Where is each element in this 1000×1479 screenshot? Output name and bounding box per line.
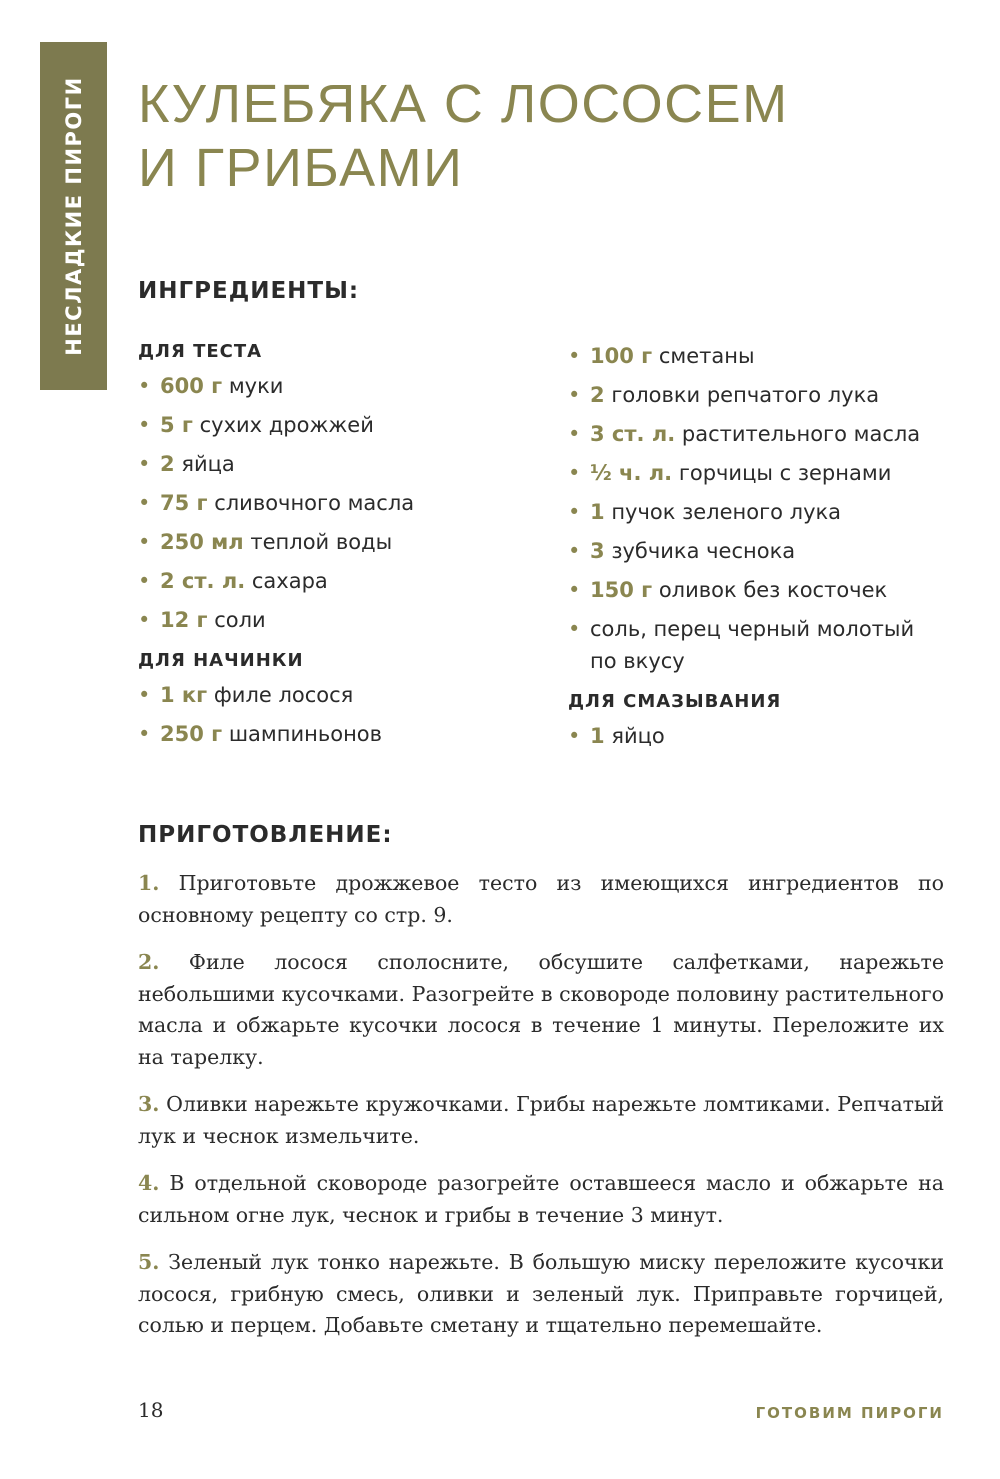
ingredient-name: горчицы с зернами — [678, 461, 892, 485]
step-text: Оливки нарежьте кружочками. Грибы нарежьте ломтиками. Репчатый лук и чеснок измельчите. — [138, 1092, 944, 1148]
list-item — [568, 535, 938, 567]
step-4 — [138, 1168, 944, 1231]
list-item — [138, 409, 538, 441]
ingredient-amount: 250 мл — [160, 530, 244, 554]
list-item — [138, 718, 538, 750]
filling-list-right — [568, 340, 938, 677]
ingredient-amount: 75 г — [160, 491, 208, 515]
step-text: Приготовьте дрожжевое тесто из имеющихся ингредиентов по основному рецепту со стр. 9. — [138, 871, 944, 927]
ingredient-name: соли — [214, 608, 266, 632]
ingredient-name: пучок зеленого лука — [611, 500, 842, 524]
ingredient-name: яйца — [181, 452, 235, 476]
glaze-heading: ДЛЯ СМАЗЫВАНИЯ — [568, 691, 782, 712]
step-number: 1. — [138, 871, 160, 895]
section-tab — [40, 42, 107, 390]
ingredient-amount: 100 г — [590, 344, 653, 368]
step-3 — [138, 1089, 944, 1152]
ingredient-amount: 250 г — [160, 722, 223, 746]
ingredient-name: растительного масла — [681, 422, 921, 446]
recipe-title-line-1: КУЛЕБЯКА С ЛОСОСЕМ — [138, 74, 789, 134]
step-text: Зеленый лук тонко нарежьте. В большую миску переложите кусочки лосося, грибную смесь, оливки и зеленый лук. Приправьте горчицей, солью и перцем. Добавьте сметану и тщательно перемешайте. — [138, 1250, 944, 1337]
ingredient-amount: 2 ст. л. — [160, 569, 246, 593]
ingredient-name: сухих дрожжей — [199, 413, 374, 437]
ingredient-amount: 2 — [590, 383, 605, 407]
ingredient-name: сметаны — [658, 344, 755, 368]
glaze-list — [568, 720, 938, 752]
page-number: 18 — [138, 1398, 164, 1422]
ingredient-name: соль, перец черный молотый по вкусу — [590, 617, 915, 673]
step-2 — [138, 947, 944, 1073]
ingredient-amount: 5 г — [160, 413, 193, 437]
ingredient-name: яйцо — [611, 724, 665, 748]
step-text: Филе лосося сполосните, обсушите салфетками, нарежьте небольшими кусочками. Разогрейте в сковороде половину растительного масла и обжарьте кусочки лосося в течение 1 минуты. Переложите их на тарелку. — [138, 950, 944, 1069]
ingredient-amount: 2 — [160, 452, 175, 476]
ingredient-name: головки репчатого лука — [611, 383, 880, 407]
ingredients-heading: ИНГРЕДИЕНТЫ: — [138, 278, 360, 304]
ingredient-name: сливочного масла — [214, 491, 415, 515]
list-item — [568, 418, 938, 450]
ingredient-name: оливок без косточек — [658, 578, 888, 602]
method-heading: ПРИГОТОВЛЕНИЕ: — [138, 822, 393, 848]
list-item — [138, 526, 538, 558]
list-item — [568, 720, 938, 752]
dough-heading: ДЛЯ ТЕСТА — [138, 341, 263, 362]
ingredient-name: филе лосося — [213, 683, 354, 707]
ingredient-name: муки — [228, 374, 284, 398]
step-number: 3. — [138, 1092, 160, 1116]
ingredient-amount: 1 — [590, 724, 605, 748]
method-steps — [138, 868, 944, 1358]
ingredient-amount: 1 — [590, 500, 605, 524]
ingredient-amount: 3 ст. л. — [590, 422, 676, 446]
step-number: 5. — [138, 1250, 160, 1274]
recipe-title-line-2: И ГРИБАМИ — [138, 138, 464, 198]
running-footer: ГОТОВИМ ПИРОГИ — [755, 1404, 944, 1422]
list-item — [138, 448, 538, 480]
list-item — [138, 487, 538, 519]
ingredient-amount: 12 г — [160, 608, 208, 632]
list-item — [138, 679, 538, 711]
step-text: В отдельной сковороде разогрейте оставшееся масло и обжарьте на сильном огне лук, чеснок и грибы в течение 3 минут. — [138, 1171, 944, 1227]
step-number: 4. — [138, 1171, 160, 1195]
ingredient-name: теплой воды — [250, 530, 393, 554]
list-item — [568, 457, 938, 489]
ingredient-amount: 3 — [590, 539, 605, 563]
step-5 — [138, 1247, 944, 1342]
step-number: 2. — [138, 950, 160, 974]
section-tab-label: НЕСЛАДКИЕ ПИРОГИ — [61, 76, 86, 356]
ingredient-amount: 600 г — [160, 374, 223, 398]
ingredient-name: шампиньонов — [228, 722, 383, 746]
ingredients-left-column — [138, 334, 538, 757]
ingredient-amount: 150 г — [590, 578, 653, 602]
filling-heading: ДЛЯ НАЧИНКИ — [138, 650, 304, 671]
list-item — [138, 565, 538, 597]
step-1 — [138, 868, 944, 931]
list-item — [568, 574, 938, 606]
ingredient-amount: ½ ч. л. — [590, 461, 673, 485]
ingredient-name: зубчика чеснока — [611, 539, 796, 563]
list-item — [138, 604, 538, 636]
ingredient-name: сахара — [251, 569, 328, 593]
recipe-title — [138, 72, 789, 200]
ingredient-amount: 1 кг — [160, 683, 208, 707]
dough-list — [138, 370, 538, 636]
list-item — [568, 340, 938, 372]
list-item — [568, 379, 938, 411]
filling-list-left — [138, 679, 538, 750]
list-item — [138, 370, 538, 402]
list-item — [568, 496, 938, 528]
list-item — [568, 613, 938, 677]
ingredients-right-column — [568, 340, 938, 759]
